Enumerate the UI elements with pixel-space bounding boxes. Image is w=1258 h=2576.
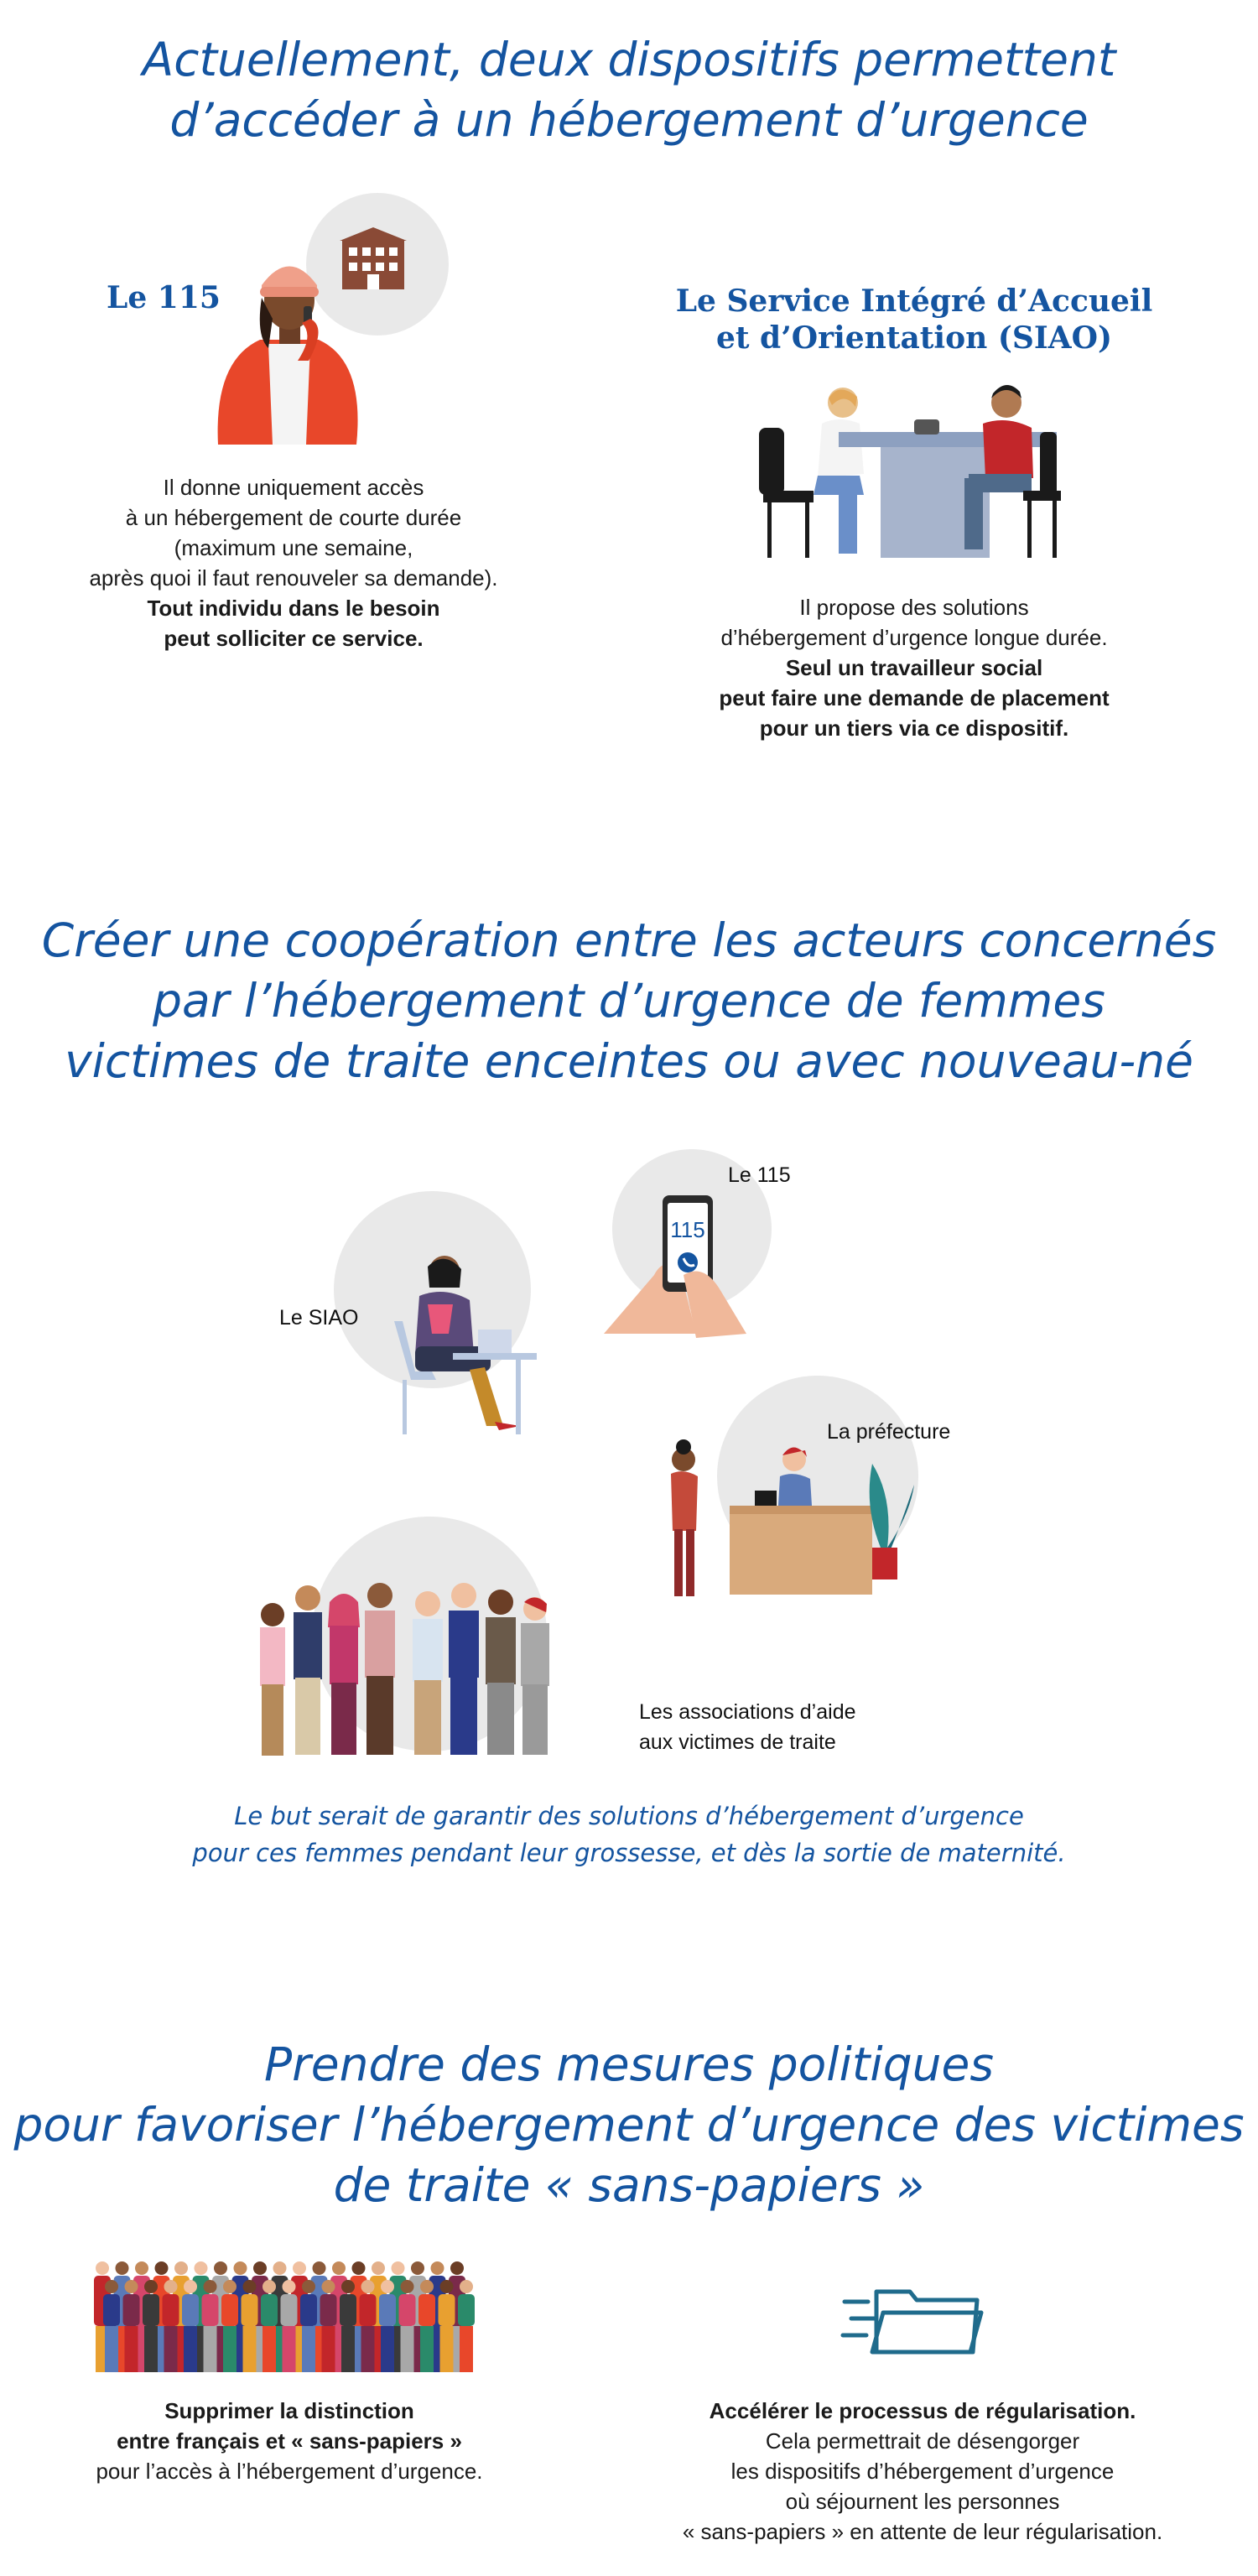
- goal-text: Le but serait de garantir des solutions d’hébergement d’urgence pour ces femmes pendant leur grossesse, et dès la sortie de maternité.: [192, 1802, 1066, 1867]
- phone-hand-illustration: [604, 1191, 763, 1342]
- section2-title: Créer une coopération entre les acteurs concernés par l’hébergement d’urgence de femmes victimes de traite enceintes ou avec nouveau-né: [41, 913, 1217, 1088]
- people-group-illustration: [247, 1577, 616, 1762]
- heading-le-115: Le 115: [107, 280, 221, 315]
- prefecture-desk-illustration: [663, 1439, 923, 1606]
- crowd-illustration: [92, 2256, 478, 2382]
- measure-distinction: Supprimer la distinction entre français et « sans-papiers » pour l’accès à l’hébergement d’urgence.: [96, 2398, 483, 2484]
- woman-phone-illustration: [210, 235, 369, 449]
- woman-laptop-illustration: [394, 1254, 545, 1439]
- label-le-siao: Le SIAO: [279, 1306, 359, 1330]
- office-meeting-illustration: [755, 382, 1090, 562]
- label-associations: Les associations d’aide aux victimes de traite: [639, 1700, 856, 1754]
- description-siao: Il propose des solutions d’hébergement d’urgence longue durée. Seul un travailleur social peut faire une demande de placement pour un tiers via ce dispositif.: [719, 595, 1110, 741]
- label-la-prefecture: La préfecture: [827, 1420, 951, 1444]
- phone-screen-text: 115: [670, 1217, 705, 1242]
- section1-title: Actuellement, deux dispositifs permettent d’accéder à un hébergement d’urgence: [142, 33, 1116, 147]
- measure-regularisation: Accélérer le processus de régularisation. Cela permettrait de désengorger les dispositifs d’hébergement d’urgence où séjournent les personnes « sans-papiers » en attente de leur régularisation.: [682, 2398, 1163, 2544]
- fast-folder-icon: [843, 2283, 985, 2367]
- description-115: Il donne uniquement accès à un hébergement de courte durée (maximum une semaine, après quoi il faut renouveler sa demande). Tout individu dans le besoin peut solliciter ce service.: [89, 475, 498, 651]
- section3-title: Prendre des mesures politiques pour favoriser l’hébergement d’urgence des victimes de traite « sans-papiers »: [13, 2037, 1245, 2212]
- label-le-115: Le 115: [728, 1163, 791, 1187]
- heading-siao: Le Service Intégré d’Accueil et d’Orientation (SIAO): [675, 284, 1153, 356]
